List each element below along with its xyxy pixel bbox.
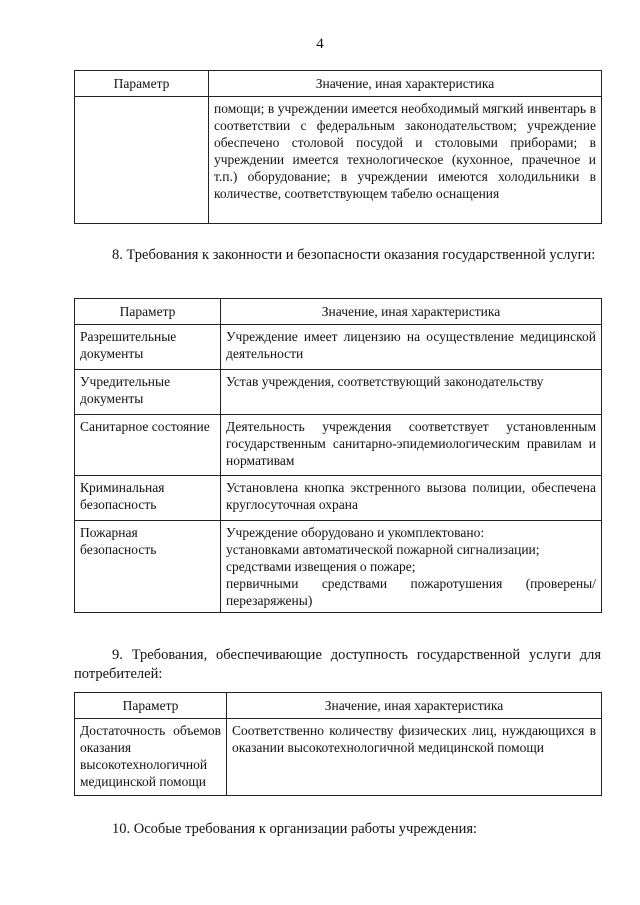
continued-table	[74, 70, 602, 224]
section-9-table	[74, 692, 602, 796]
value-cell: помощи; в учреждении имеется необходимый мягкий инвентарь в соответствии с федеральным законодательством; учреждение обеспечено столовой посудой и столовыми приборами; в учреждении имеется технологическое (кухонное, прачечное и т.п.) оборудование; в учреждении имеются холодильники в количестве, соответствующем табелю оснащения	[209, 97, 602, 224]
param-cell: Достаточность объемов оказания высокотехнологичной медицинской помощи	[75, 719, 227, 796]
table-row	[75, 370, 602, 415]
param-cell: Криминальная безопасность	[75, 476, 221, 521]
header-value: Значение, иная характеристика	[209, 71, 602, 97]
value-cell: Учреждение оборудовано и укомплектовано: установками автоматической пожарной сигнализации; средствами извещения о пожаре; первичными средствами пожаротушения (проверены/перезаряжены)	[221, 521, 602, 613]
table-row	[75, 719, 602, 796]
section-8-table	[74, 298, 602, 613]
header-param: Параметр	[75, 71, 209, 97]
table-header-row	[75, 693, 602, 719]
page-number: 4	[316, 36, 324, 52]
table-row	[75, 415, 602, 476]
table-row	[75, 97, 602, 224]
table-row	[75, 476, 602, 521]
value-cell: Установлена кнопка экстренного вызова полиции, обеспечена круглосуточная охрана	[221, 476, 602, 521]
value-cell: Деятельность учреждения соответствует установленным государственным санитарно-эпидемиологическим правилам и нормативам	[221, 415, 602, 476]
header-param: Параметр	[75, 299, 221, 325]
table-row	[75, 521, 602, 613]
table-row	[75, 325, 602, 370]
table-header-row	[75, 299, 602, 325]
param-cell: Учредительные документы	[75, 370, 221, 415]
header-param: Параметр	[75, 693, 227, 719]
value-cell: Учреждение имеет лицензию на осуществление медицинской деятельности	[221, 325, 602, 370]
section-9-heading: 9. Требования, обеспечивающие доступность государственной услуги для потребителей:	[74, 647, 601, 682]
header-value: Значение, иная характеристика	[227, 693, 602, 719]
section-10-heading: 10. Особые требования к организации работы учреждения:	[112, 821, 478, 837]
value-cell: Соответственно количеству физических лиц, нуждающихся в оказании высокотехнологичной медицинской помощи	[227, 719, 602, 796]
header-value: Значение, иная характеристика	[221, 299, 602, 325]
value-cell: Устав учреждения, соответствующий законодательству	[221, 370, 602, 415]
table-header-row	[75, 71, 602, 97]
param-cell	[75, 97, 209, 224]
param-cell: Разрешительные документы	[75, 325, 221, 370]
param-cell: Пожарная безопасность	[75, 521, 221, 613]
param-cell: Санитарное состояние	[75, 415, 221, 476]
section-8-heading: 8. Требования к законности и безопасности оказания государственной услуги:	[112, 247, 596, 263]
